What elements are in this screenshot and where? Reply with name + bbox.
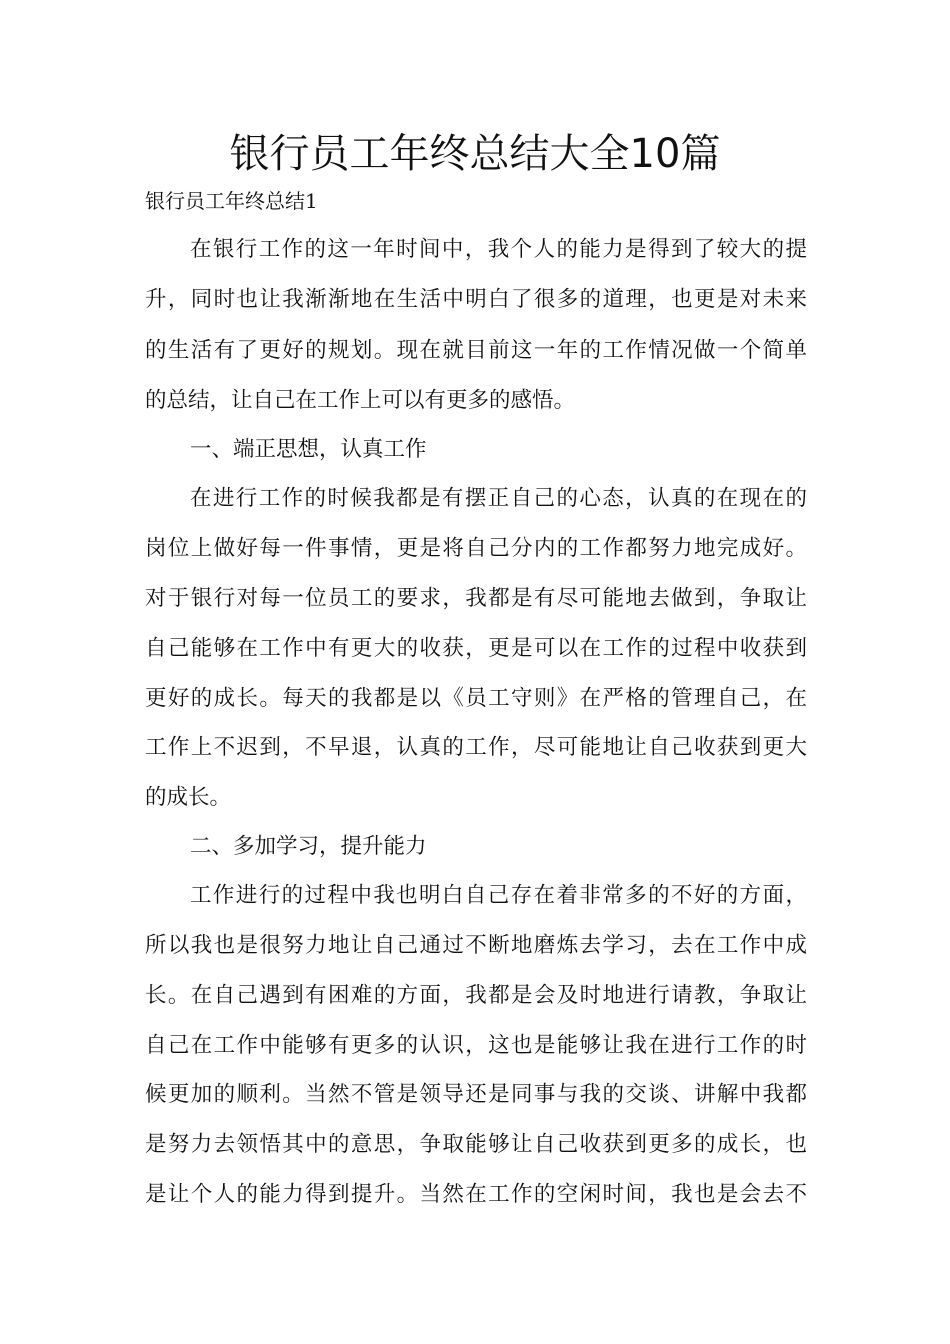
paragraph-line: 在进行工作的时候我都是有摆正自己的心态，认真的在现在的 xyxy=(190,486,807,511)
paragraph-line: 的总结，让自己在工作上可以有更多的感悟。 xyxy=(145,388,576,413)
document-title: 银行员工年终总结大全10篇 xyxy=(229,131,721,177)
paragraph-line: 更好的成长。每天的我都是以《员工守则》在严格的管理自己，在 xyxy=(145,686,807,711)
paragraph-line: 升，同时也让我渐渐地在生活中明白了很多的道理，也更是对未来 xyxy=(145,287,807,312)
paragraph-line: 工作上不迟到，不早退，认真的工作，尽可能地让自己收获到更大 xyxy=(145,735,807,760)
paragraph-line: 对于银行对每一位员工的要求，我都是有尽可能地去做到，争取让 xyxy=(145,586,807,611)
paragraph-line: 是努力去领悟其中的意思，争取能够让自己收获到更多的成长，也 xyxy=(145,1132,807,1157)
paragraph-line: 自己能够在工作中有更大的收获，更是可以在工作的过程中收获到 xyxy=(145,636,807,661)
section-heading: 二、多加学习，提升能力 xyxy=(190,834,427,859)
paragraph-line: 长。在自己遇到有困难的方面，我都是会及时地进行请教，争取让 xyxy=(145,983,807,1008)
paragraph-line: 的成长。 xyxy=(145,785,232,810)
paragraph-line: 候更加的顺利。当然不管是领导还是同事与我的交谈、讲解中我都 xyxy=(145,1082,807,1107)
paragraph-line: 所以我也是很努力地让自己通过不断地磨炼去学习，去在工作中成 xyxy=(145,933,807,958)
paragraph-line: 的生活有了更好的规划。现在就目前这一年的工作情况做一个简单 xyxy=(145,338,807,363)
paragraph-line: 在银行工作的这一年时间中，我个人的能力是得到了较大的提 xyxy=(190,237,807,262)
paragraph-line: 岗位上做好每一件事情，更是将自己分内的工作都努力地完成好。 xyxy=(145,536,807,561)
paragraph-line: 工作进行的过程中我也明白自己存在着非常多的不好的方面， xyxy=(190,883,807,908)
paragraph-line: 自己在工作中能够有更多的认识，这也是能够让我在进行工作的时 xyxy=(145,1033,807,1058)
paragraph-line: 是让个人的能力得到提升。当然在工作的空闲时间，我也是会去不 xyxy=(145,1182,807,1207)
section-subtitle: 银行员工年终总结1 xyxy=(145,189,318,213)
section-heading: 一、端正思想，认真工作 xyxy=(190,437,427,462)
